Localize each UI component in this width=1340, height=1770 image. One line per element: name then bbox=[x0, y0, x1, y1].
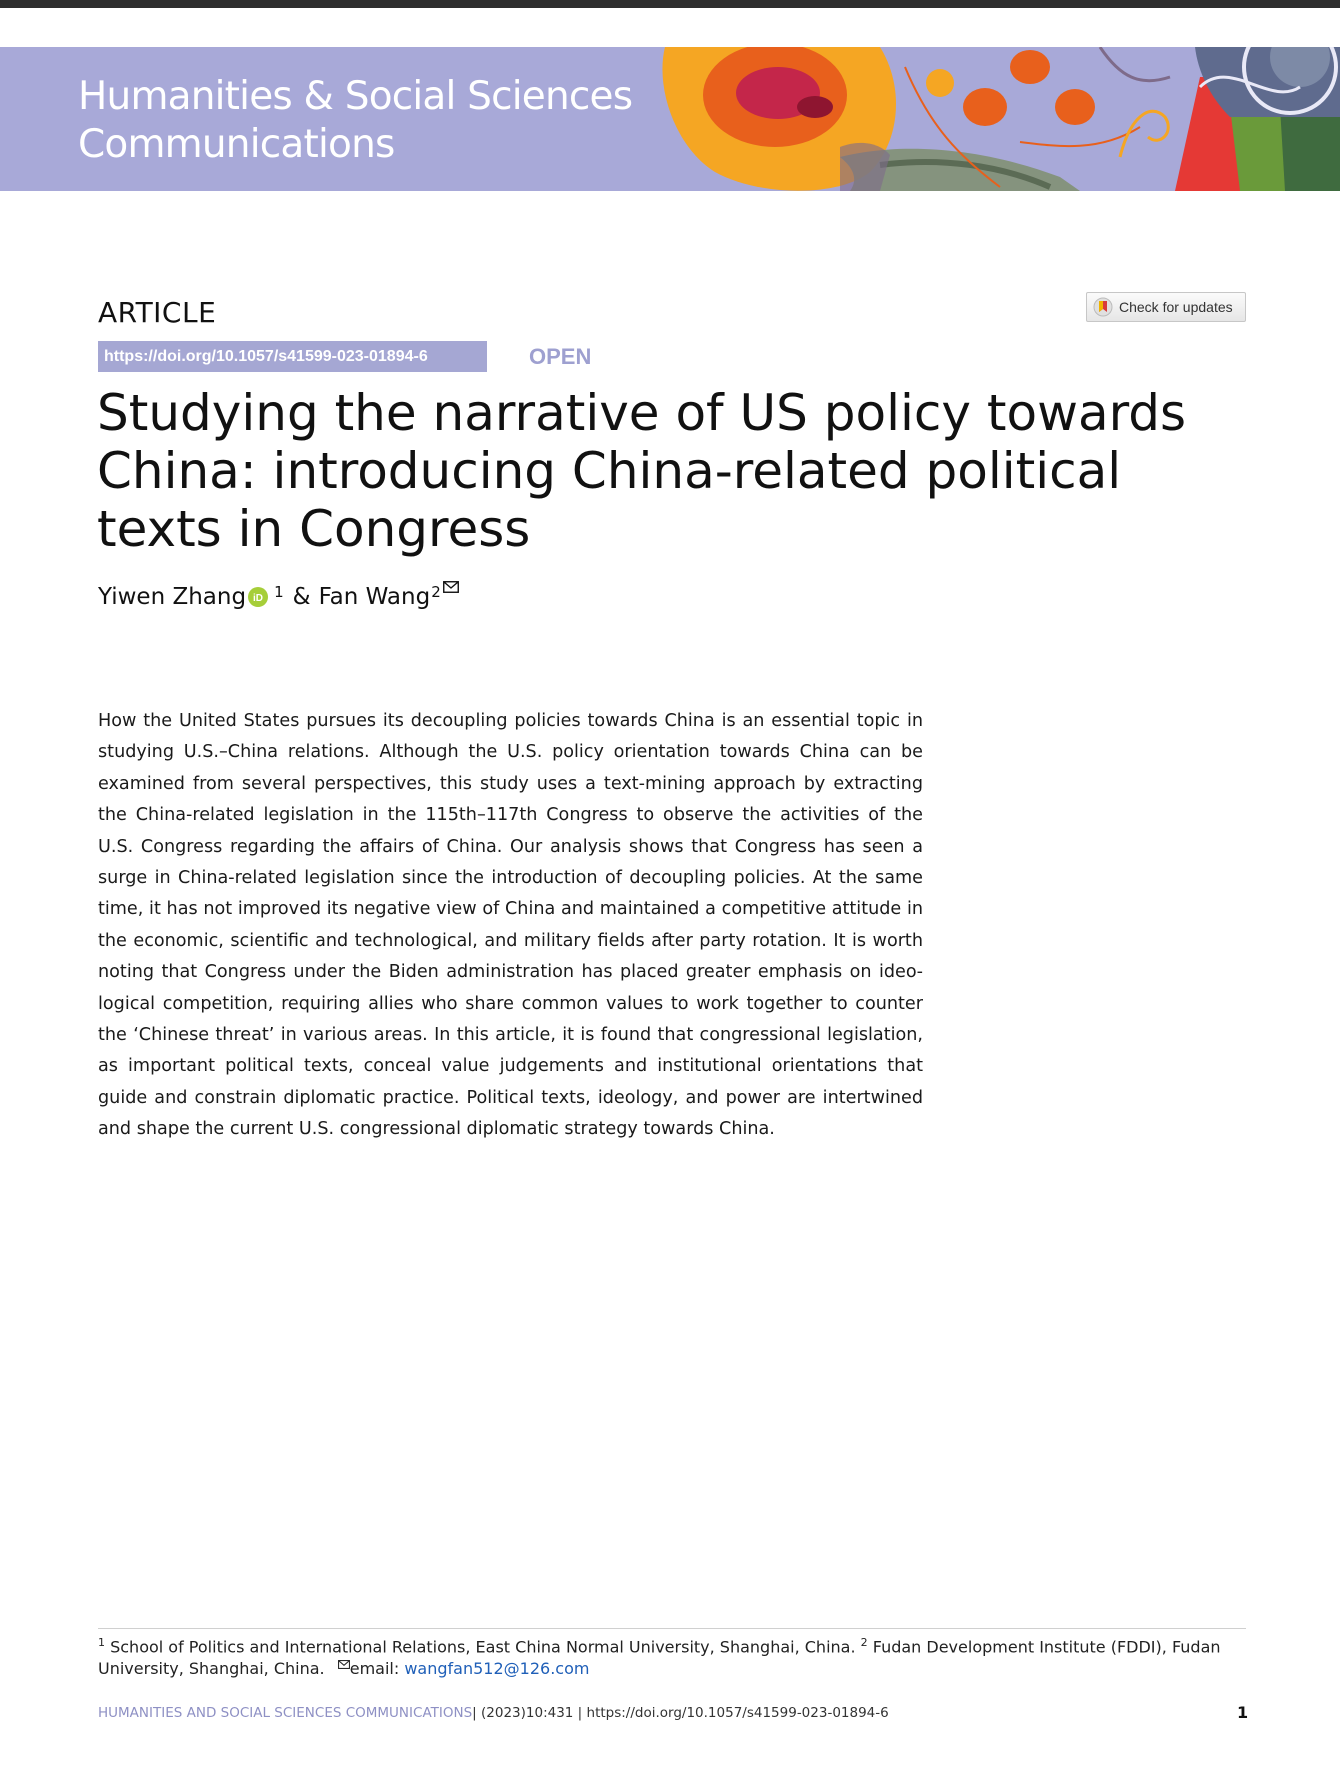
footer-citation: | (2023)10:431 | https://doi.org/10.1057/s41599-023-01894-6 bbox=[472, 1705, 889, 1721]
envelope-icon[interactable] bbox=[443, 581, 459, 593]
author-name[interactable]: Fan Wang bbox=[318, 584, 431, 610]
article-type: ARTICLE bbox=[98, 296, 217, 329]
page-number: 1 bbox=[1237, 1703, 1249, 1722]
page-footer bbox=[98, 1703, 1249, 1722]
envelope-icon bbox=[338, 1660, 350, 1669]
open-access-badge: OPEN bbox=[529, 344, 592, 369]
author-list bbox=[98, 584, 459, 610]
svg-text:iD: iD bbox=[253, 593, 264, 604]
journal-banner bbox=[0, 47, 1340, 191]
email-label: email: bbox=[349, 1659, 400, 1679]
email-link[interactable]: wangfan512@126.com bbox=[404, 1659, 590, 1679]
footnote-marker: 2 bbox=[860, 1636, 868, 1649]
orcid-icon[interactable] bbox=[248, 587, 268, 607]
footnote-marker: 1 bbox=[98, 1636, 105, 1649]
doi-link[interactable]: https://doi.org/10.1057/s41599-023-01894-6 bbox=[98, 341, 487, 372]
affiliation-marker: 2 bbox=[431, 583, 441, 601]
abstract: How the United States pursues its decoupling policies towards China is an essential topic in studying U.S.–China relations. Although the U.S. policy orientation towards China can be examined from several perspectives, this study uses a text-mining approach by extracting the China-related legislation in the 115th–117th Congress to observe the activities of the U.S. Congress regarding the affairs of China. Our analysis shows that Congress has seen a surge in China-related legislation since the introduction of decoupling policies. At the same time, it has not improved its negative view of China and maintained a competitive attitude in the economic, scientific and technological, and military fields after party rotation. It is worth noting that Congress under the Biden administration has placed greater emphasis on ideological competition, requiring allies who share common values to work together to counter the ‘Chinese threat’ in various areas. In this article, it is found that congressional legislation, as important political texts, conceal value judgements and institutional orientations that guide and constrain diplomatic practice. Political texts, ideology, and power are intertwined and shape the current U.S. congressional diplomatic strategy towards China. bbox=[98, 711, 923, 1140]
footnote-divider bbox=[98, 1628, 1246, 1629]
top-border bbox=[0, 0, 1340, 8]
footer-journal-name: HUMANITIES AND SOCIAL SCIENCES COMMUNICATIONS bbox=[98, 1705, 473, 1721]
journal-title-line2: Communications bbox=[78, 122, 395, 167]
check-for-updates-button[interactable] bbox=[1086, 292, 1246, 322]
crossmark-icon bbox=[1093, 297, 1113, 317]
paper-title: Studying the narrative of US policy towards China: introducing China-related political texts in Congress bbox=[97, 384, 1187, 558]
affiliation-text: School of Politics and International Relations, East China Normal University, Shanghai, China. bbox=[110, 1637, 856, 1657]
check-for-updates-label: Check for updates bbox=[1119, 299, 1233, 315]
author-separator: & bbox=[292, 584, 311, 610]
journal-title bbox=[78, 73, 632, 169]
affiliation-marker: 1 bbox=[274, 583, 284, 601]
journal-title-line1: Humanities & Social Sciences bbox=[78, 74, 633, 119]
affiliations-footnote bbox=[98, 1632, 1246, 1680]
author-name[interactable]: Yiwen Zhang bbox=[98, 584, 247, 610]
affiliation-text: Fudan Development Institute (FDDI), Fudan University, Shanghai, China. bbox=[98, 1637, 1221, 1679]
